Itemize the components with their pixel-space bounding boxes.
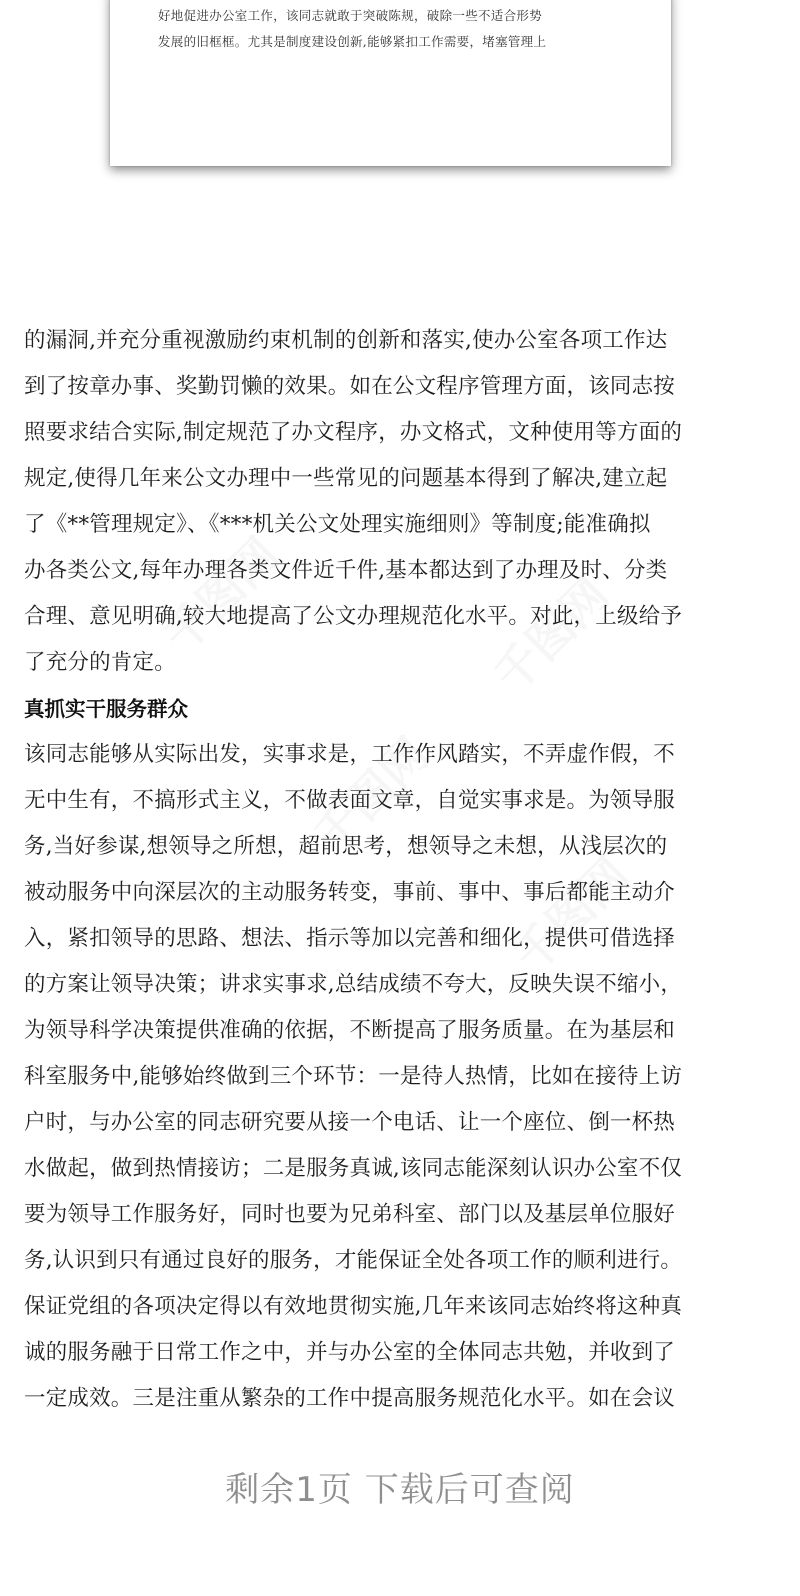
text-line: 保证党组的各项决定得以有效地贯彻实施,几年来该同志始终将这种真	[24, 1294, 683, 1319]
text-line: 务,认识到只有通过良好的服务，才能保证全处各项工作的顺利进行。	[24, 1248, 683, 1273]
text-line: 办各类公文,每年办理各类文件近千件,基本都达到了办理及时、分类	[24, 558, 668, 583]
text-line: 被动服务中向深层次的主动服务转变，事前、事中、事后都能主动介	[24, 880, 676, 905]
section-heading: 真抓实干服务群众	[24, 697, 188, 721]
page-preview-card	[110, 0, 671, 166]
text-line: 规定,使得几年来公文办理中一些常见的问题基本得到了解决,建立起	[24, 466, 668, 491]
text-line: 科室服务中,能够始终做到三个环节：一是待人热情，比如在接待上访	[24, 1064, 683, 1089]
text-line: 了充分的肯定。	[24, 650, 176, 675]
text-line: 入，紧扣领导的思路、想法、指示等加以完善和细化，提供可借选择	[24, 926, 676, 951]
document-body	[24, 318, 776, 1422]
text-line: 无中生有，不搞形式主义，不做表面文章，自觉实事求是。为领导服	[24, 788, 676, 813]
text-line: 的方案让领导决策；讲求实事求,总结成绩不夸大，反映失误不缩小，	[24, 972, 683, 997]
text-line: 为领导科学决策提供准确的依据，不断提高了服务质量。在为基层和	[24, 1018, 676, 1043]
text-line: 水做起，做到热情接访；二是服务真诚,该同志能深刻认识办公室不仅	[24, 1156, 683, 1181]
text-line: 合理、意见明确,较大地提高了公文办理规范化水平。对此，上级给予	[24, 604, 683, 629]
paragraph-system-innovation	[24, 318, 776, 686]
text-line: 户时，与办公室的同志研究要从接一个电话、让一个座位、倒一杯热	[24, 1110, 676, 1135]
paragraph-serve-the-people	[24, 732, 776, 1422]
text-line: 诚的服务融于日常工作之中，并与办公室的全体同志共勉，并收到了	[24, 1340, 676, 1365]
text-line: 该同志能够从实际出发，实事求是，工作作风踏实，不弄虚作假，不	[24, 742, 676, 767]
text-line: 一定成效。三是注重从繁杂的工作中提高服务规范化水平。如在会议	[24, 1386, 676, 1411]
text-line: 务,当好参谋,想领导之所想，超前思考，想领导之未想，从浅层次的	[24, 834, 668, 859]
text-line: 了《**管理规定》、《***机关公文处理实施细则》等制度;能准确拟	[24, 512, 651, 537]
text-line: 的漏洞,并充分重视激励约束机制的创新和落实,使办公室各项工作达	[24, 328, 668, 353]
text-line: 到了按章办事、奖勤罚懒的效果。如在公文程序管理方面，该同志按	[24, 374, 676, 399]
text-line: 要为领导工作服务好，同时也要为兄弟科室、部门以及基层单位服好	[24, 1202, 676, 1227]
text-line: 照要求结合实际,制定规范了办文程序，办文格式，文种使用等方面的	[24, 420, 683, 445]
preview-line: 发展的旧框框。尤其是制度建设创新,能够紧扣工作需要，堵塞管理上	[158, 34, 547, 49]
remaining-pages-notice[interactable]: 剩余1页 下载后可查阅	[225, 1470, 575, 1510]
preview-line: 好地促进办公室工作，该同志就敢于突破陈规，破除一些不适合形势	[158, 8, 543, 23]
